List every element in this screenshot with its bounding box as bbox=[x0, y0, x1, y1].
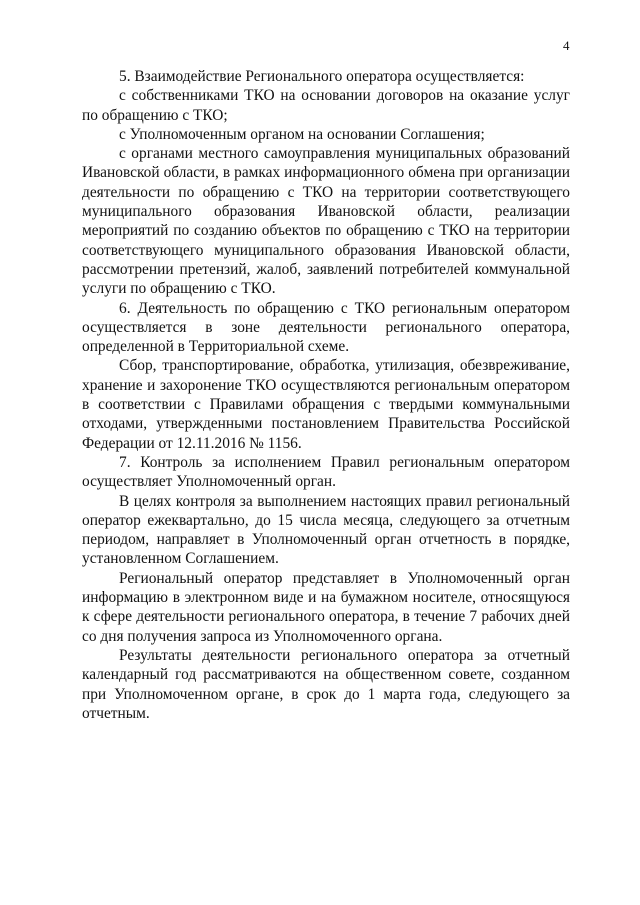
paragraph-local-government: с органами местного самоуправления муниципальных образований Ивановской области, в рамках информационного обмена при организации деятельности по обращению с ТКО на территории соответствующего муниципального образования Ивановской области, реализации мероприятий по созданию объектов по обращению с ТКО на территории соответствующего муниципального образования Ивановской области, рассмотрении претензий, жалоб, заявлений потребителей коммунальной услуги по обращению с ТКО. bbox=[82, 145, 570, 298]
paragraph-control: 7. Контроль за исполнением Правил региональным оператором осуществляет Уполномоченный орган. bbox=[82, 453, 570, 491]
paragraph-annual-results: Результаты деятельности регионального оператора за отчетный календарный год рассматриваются на общественном совете, созданном при Уполномоченном органе, в срок до 1 марта года, следующего за отчетным. bbox=[82, 646, 570, 722]
paragraph-waste-handling: Сбор, транспортирование, обработка, утилизация, обезвреживание, хранение и захоронение ТКО осуществляются региональным оператором в соответствии с Правилами обращения с твердыми коммунальными отходами, утвержденными постановлением Правительства Российской Федерации от 12.11.2016 № 1156. bbox=[82, 357, 570, 452]
paragraph-activity-zone: 6. Деятельность по обращению с ТКО региональным оператором осуществляется в зоне деятельности регионального оператора, определенной в Территориальной схеме. bbox=[82, 299, 570, 356]
page-number: 4 bbox=[563, 38, 570, 53]
paragraph-interaction-heading: 5. Взаимодействие Регионального оператора осуществляется: bbox=[119, 68, 525, 85]
paragraph-authorized-body: с Уполномоченным органом на основании Соглашения; bbox=[119, 125, 485, 143]
paragraph-owners: с собственниками ТКО на основании договоров на оказание услуг по обращению с ТКО; bbox=[82, 87, 570, 124]
document-body bbox=[82, 67, 570, 723]
paragraph-information-provision: Региональный оператор представляет в Уполномоченный орган информацию в электронном виде и на бумажном носителе, относящуюся к сфере деятельности регионального оператора, в течение 7 рабочих дней со дня получения запроса из Уполномоченного органа. bbox=[82, 569, 570, 645]
paragraph-quarterly-reporting: В целях контроля за выполнением настоящих правил региональный оператор ежеквартально, до 15 числа месяца, следующего за отчетным периодом, направляет в Уполномоченный орган отчетность в порядке, установленном Соглашением. bbox=[82, 492, 570, 568]
